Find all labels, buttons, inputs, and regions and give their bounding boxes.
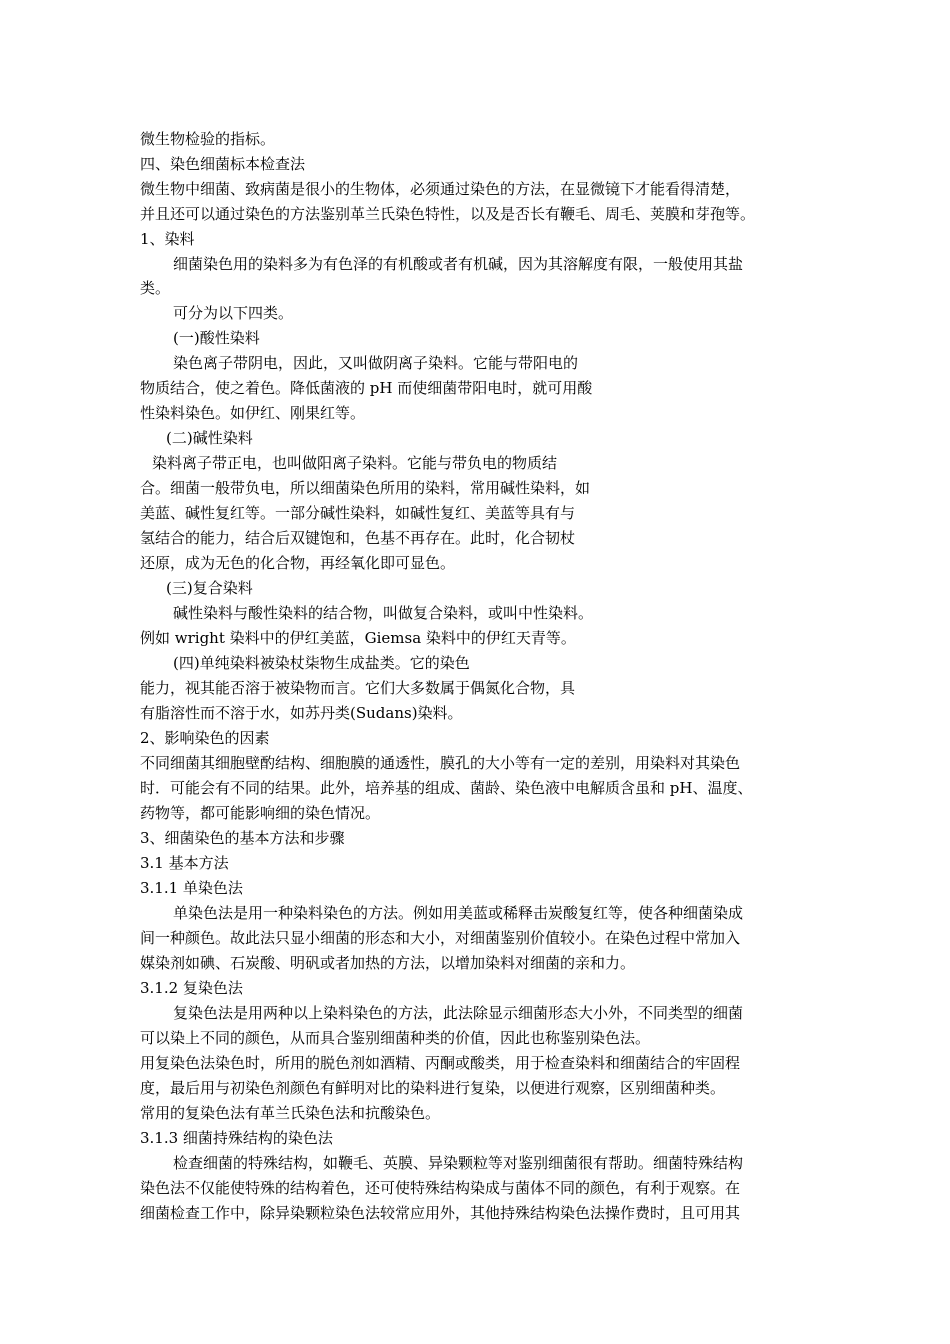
text-line: 例如 wright 染料中的伊红美蓝，Giemsa 染料中的伊红天青等。	[140, 629, 576, 647]
text-line: 复染色法是用两种以上染料染色的方法，此法除显示细菌形态大小外，不同类型的细菌	[173, 1004, 744, 1022]
section-heading: 1、染料	[140, 230, 195, 248]
text-line: 细菌检查工作中，除异染颗粒染色法较常应用外，其他持殊结构染色法操作费时，且可用其	[140, 1204, 741, 1222]
text-line: 染料离子带正电，也叫做阳离子染料。它能与带负电的物质结	[152, 454, 558, 472]
text-line: 药物等，都可能影响细的染色情况。	[140, 804, 381, 822]
text-line: 类。	[140, 279, 171, 297]
text-line: 检查细菌的特殊结构，如鞭毛、英膜、异染颗粒等对鉴别细菌很有帮助。细菌特殊结构	[173, 1154, 744, 1172]
text-line: 细菌染色用的染料多为有色泽的有机酸或者有机碱，因为其溶解度有限，一般使用其盐	[173, 255, 744, 273]
text-line: 染色法不仅能使特殊的结构着色，还可使特殊结构染成与菌体不同的颜色，有利于观察。在	[140, 1179, 741, 1197]
text-line: 媒染剂如碘、石炭酸、明矾或者加热的方法，以增加染料对细菌的亲和力。	[140, 954, 636, 972]
text-line: 还原，成为无色的化合物，再经氧化即可显色。	[140, 554, 456, 572]
text-line: 能力，视其能否溶于被染物而言。它们大多数属于偶氮化合物，具	[140, 679, 576, 697]
subheading: (三)复合染料	[166, 579, 253, 597]
section-heading: 四、染色细菌标本检查法	[140, 155, 306, 173]
text-line: 物质结合，使之着色。降低菌液的 pH 而使细菌带阳电时，就可用酸	[140, 379, 593, 397]
text-line: 氢结合的能力，结合后双键饱和，色基不再存在。此时，化合韧杖	[140, 529, 576, 547]
text-line: 用复染色法染色时，所用的脱色剂如酒精、丙酮或酸类，用于检查染料和细菌结合的牢固程	[140, 1054, 741, 1072]
text-line: 合。细菌一般带负电，所以细菌染色所用的染料，常用碱性染料，如	[140, 479, 591, 497]
subheading: (一)酸性染料	[173, 329, 260, 347]
text-line: 微生物检验的指标。	[140, 130, 276, 148]
subheading: 3.1.2 复染色法	[140, 979, 243, 997]
subheading: 3.1.1 单染色法	[140, 879, 243, 897]
text-line: 不同细菌其细胞壁酌结构、细胞膜的通透性，膜孔的大小等有一定的差别，用染料对其染色	[140, 754, 741, 772]
subheading: 3.1 基本方法	[140, 854, 229, 872]
subheading: (二)碱性染料	[166, 429, 253, 447]
text-line: 间一种颜色。故此法只显小细菌的形态和大小，对细菌鉴别价值较小。在染色过程中常加入	[140, 929, 741, 947]
text-line: 美蓝、碱性复红等。一部分碱性染料，如碱性复红、美蓝等具有与	[140, 504, 576, 522]
section-heading: 3、细菌染色的基本方法和步骤	[140, 829, 345, 847]
text-line: 常用的复染色法有革兰氏染色法和抗酸染色。	[140, 1104, 441, 1122]
section-heading: 2、影响染色的因素	[140, 729, 270, 747]
text-line: 时．可能会有不同的结果。此外，培养基的组成、菌龄、染色液中电解质含虽和 pH、温度、	[140, 779, 753, 797]
text-line: 微生物中细菌、致病菌是很小的生物体，必须通过染色的方法，在显微镜下才能看得清楚，	[140, 180, 741, 198]
text-line: (四)单纯染料被染杖柒物生成盐类。它的染色	[173, 654, 470, 672]
text-line: 并且还可以通过染色的方法鉴别革兰氏染色特性，以及是否长有鞭毛、周毛、荚膜和芽孢等。	[140, 205, 756, 223]
text-line: 性染料染色。如伊红、刚果红等。	[140, 404, 366, 422]
text-line: 染色离子带阴电，因此，又叫做阴离子染料。它能与带阳电的	[173, 354, 579, 372]
text-line: 有脂溶性而不溶于水，如苏丹类(Sudans)染料。	[140, 704, 463, 722]
text-line: 可以染上不同的颜色，从而具合鉴别细菌种类的价值，因此也称鉴别染色法。	[140, 1029, 651, 1047]
text-line: 碱性染料与酸性染料的结合物，叫做复合染料，或叫中性染料。	[173, 604, 594, 622]
text-line: 度，最后用与初染色剂颜色有鲜明对比的染料进行复染，以便进行观察，区别细菌种类。	[140, 1079, 726, 1097]
subheading: 3.1.3 细菌持殊结构的染色法	[140, 1129, 333, 1147]
text-line: 可分为以下四类。	[173, 304, 294, 322]
text-line: 单染色法是用一种染料染色的方法。例如用美蓝或稀释击炭酸复红等，使各种细菌染成	[173, 904, 744, 922]
